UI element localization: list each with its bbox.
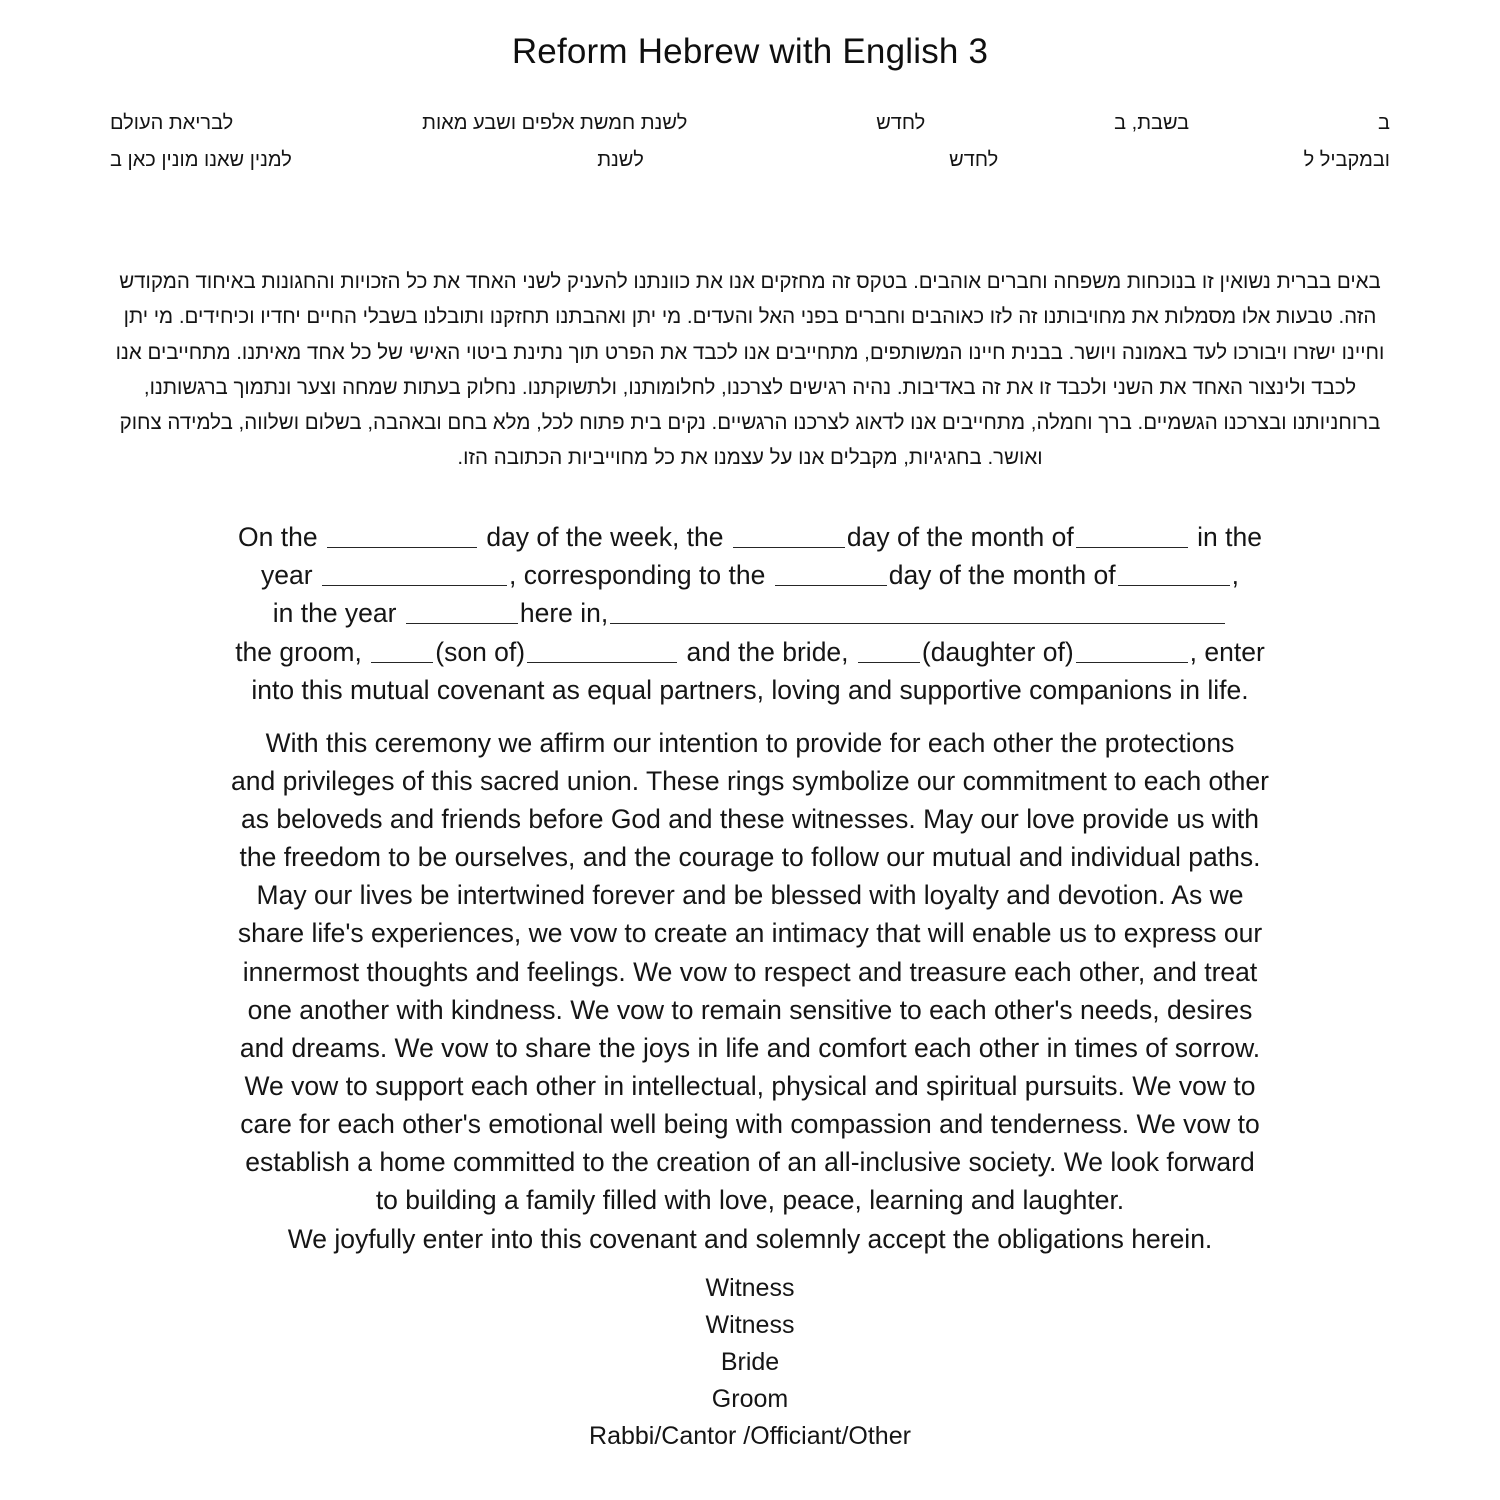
- fill-line-3: [105, 594, 1395, 632]
- english-body-line: and dreams. We vow to share the joys in life and comfort each other in times of sorrow.: [239, 1032, 1261, 1063]
- fill-line-2-text-a: year: [261, 559, 313, 590]
- english-body-line: We vow to support each other in intellectual, physical and spiritual pursuits. We vow to: [244, 1071, 1256, 1102]
- signature-line-bride: Bride: [720, 1347, 780, 1376]
- fill-line-4-text-e: , enter: [1189, 636, 1265, 667]
- english-body-line: one another with kindness. We vow to remain sensitive to each other's needs, desires: [247, 994, 1253, 1025]
- signature-line-witness-1: Witness: [705, 1273, 795, 1302]
- fill-line-1-text-c: day of the month of: [846, 521, 1074, 552]
- english-body-line: May our lives be intertwined forever and be blessed with loyalty and devotion. As we: [256, 880, 1244, 911]
- fill-line-2: [105, 556, 1395, 594]
- fill-line-4-text-a: the groom,: [235, 636, 362, 667]
- signature-line-officiant: Rabbi/Cantor /Officiant/Other: [589, 1421, 911, 1450]
- english-body-line: share life's experiences, we vow to create an intimacy that will enable us to express our: [237, 918, 1263, 949]
- hebrew-header-r1-c5: לבריאת העולם: [110, 112, 234, 134]
- fill-line-1-text-b: day of the week, the: [486, 521, 724, 552]
- hebrew-header-r1-c3: לחדש: [876, 112, 926, 134]
- english-body-line: We joyfully enter into this covenant and solemnly accept the obligations herein.: [287, 1223, 1213, 1254]
- fill-line-4-text-c: and the bride,: [686, 636, 849, 667]
- fill-line-4-text-d: (daughter of): [921, 636, 1074, 667]
- fill-line-2-text-d: ,: [1231, 559, 1239, 590]
- hebrew-header-r1-c4: לשנת חמשת אלפים ושבע מאות: [422, 112, 688, 134]
- day-of-month-blank[interactable]: [733, 519, 845, 547]
- hebrew-header-r2-c1: ובמקביל ל: [1303, 149, 1390, 171]
- hebrew-date-row-2: [110, 143, 1390, 178]
- signature-line-witness-2: Witness: [705, 1310, 795, 1339]
- english-body-line: the freedom to be ourselves, and the courage to follow our mutual and individual paths.: [239, 842, 1261, 873]
- hebrew-paragraph: באים בברית נשואין זו בנוכחות משפחה וחברים אוהבים. בטקס זה מחזקים אנו את כוונתנו להעניק לשני האחד את כל הזכויות והחגונות באיחוד המקודש הזה. טבעות אלו מסמלות את מחויבותנו זה לזו כאוהבים וחברים בפני האל והעדים. מי יתן ואהבתנו תחזקנו ותובלנו בשבלי החיים יחדיו וכיחידים. מי יתן וחיינו ישזרו ויבורכו לעד באמונה ויושר. בבנית חיינו המשותפים, מתחייבים אנו לכבד את הפרט תוך נתינת ביטוי האישי של כל אחד מאיתנו. מתחייבים אנו לכבד ולינצור האחד את השני ולכבד זו את זה באדיבות. נהיה רגישים לצרכנו, לחלומותנו, ולתשוקתנו. נחלוק בעתות שמחה וצער ונתמוך ברגשותנו, ברוחניותנו ובצרכנו הגשמיים. ברך וחמלה, מתחייבים אנו לדאוג לצרכנו הרגשיים. נקים בית פתוח לכל, מלא בחם ובאהבה, בשלום ושלווה, בלמידה צחוק ואושר. בחגיגיות, מקבלים אנו על עצמנו את כל מחוייביות הכתובה הזו.: [115, 270, 1385, 470]
- fill-line-1: [105, 518, 1395, 556]
- hebrew-body-text: [100, 264, 1400, 476]
- hebrew-header-r2-c3: לשנת: [597, 149, 644, 171]
- groom-name-blank[interactable]: [371, 635, 433, 663]
- hebrew-header-r1-c1: ב: [1378, 112, 1390, 134]
- english-body-line: and privileges of this sacred union. These rings symbolize our commitment to each other: [231, 765, 1269, 796]
- fill-line-4: [105, 633, 1395, 671]
- hebrew-date-header: [110, 106, 1390, 178]
- english-body-line: With this ceremony we affirm our intention to provide for each other the protections: [265, 727, 1235, 758]
- signature-line-groom: Groom: [711, 1384, 789, 1413]
- month-blank[interactable]: [1076, 519, 1188, 547]
- english-body-line: to building a family filled with love, peace, learning and laughter.: [375, 1185, 1125, 1216]
- hebrew-header-r2-c2: לחדש: [949, 149, 999, 171]
- fill-line-1-text-a: On the: [238, 521, 318, 552]
- english-body-line: as beloveds and friends before God and these witnesses. May our love provide us with: [241, 803, 1259, 834]
- fill-line-3-text-b: here in,: [519, 598, 609, 629]
- fill-line-1-text-d: in the: [1197, 521, 1262, 552]
- civil-month-blank[interactable]: [1118, 558, 1230, 586]
- bride-parent-blank[interactable]: [1076, 635, 1188, 663]
- location-blank[interactable]: [610, 596, 1225, 624]
- hebrew-header-r2-c4: למנין שאנו מונין כאן ב: [110, 149, 292, 171]
- english-body-line: establish a home committed to the creation of an all-inclusive society. We look forward: [245, 1147, 1255, 1178]
- hebrew-date-row-1: [110, 106, 1390, 141]
- signature-block: [400, 1270, 1100, 1455]
- bride-name-blank[interactable]: [858, 635, 920, 663]
- english-body-text: [95, 724, 1405, 1258]
- english-body-line: care for each other's emotional well being with compassion and tenderness. We vow to: [240, 1109, 1260, 1140]
- fill-line-2-text-b: , corresponding to the: [508, 559, 766, 590]
- groom-parent-blank[interactable]: [527, 635, 677, 663]
- fill-line-5: into this mutual covenant as equal partners, loving and supportive companions in life.: [251, 675, 1249, 706]
- fill-line-3-text-a: in the year: [272, 598, 397, 629]
- page-title: Reform Hebrew with English 3: [511, 32, 989, 71]
- hebrew-year-blank[interactable]: [322, 558, 507, 586]
- fill-line-2-text-c: day of the month of: [888, 559, 1116, 590]
- fill-line-4-text-b: (son of): [435, 636, 526, 667]
- english-fill-in-block: [105, 518, 1395, 710]
- civil-year-blank[interactable]: [406, 596, 518, 624]
- weekday-blank[interactable]: [327, 519, 477, 547]
- hebrew-header-r1-c2: בשבת, ב: [1114, 112, 1190, 134]
- civil-day-blank[interactable]: [775, 558, 887, 586]
- english-body-line: innermost thoughts and feelings. We vow to respect and treasure each other, and treat: [242, 956, 1258, 987]
